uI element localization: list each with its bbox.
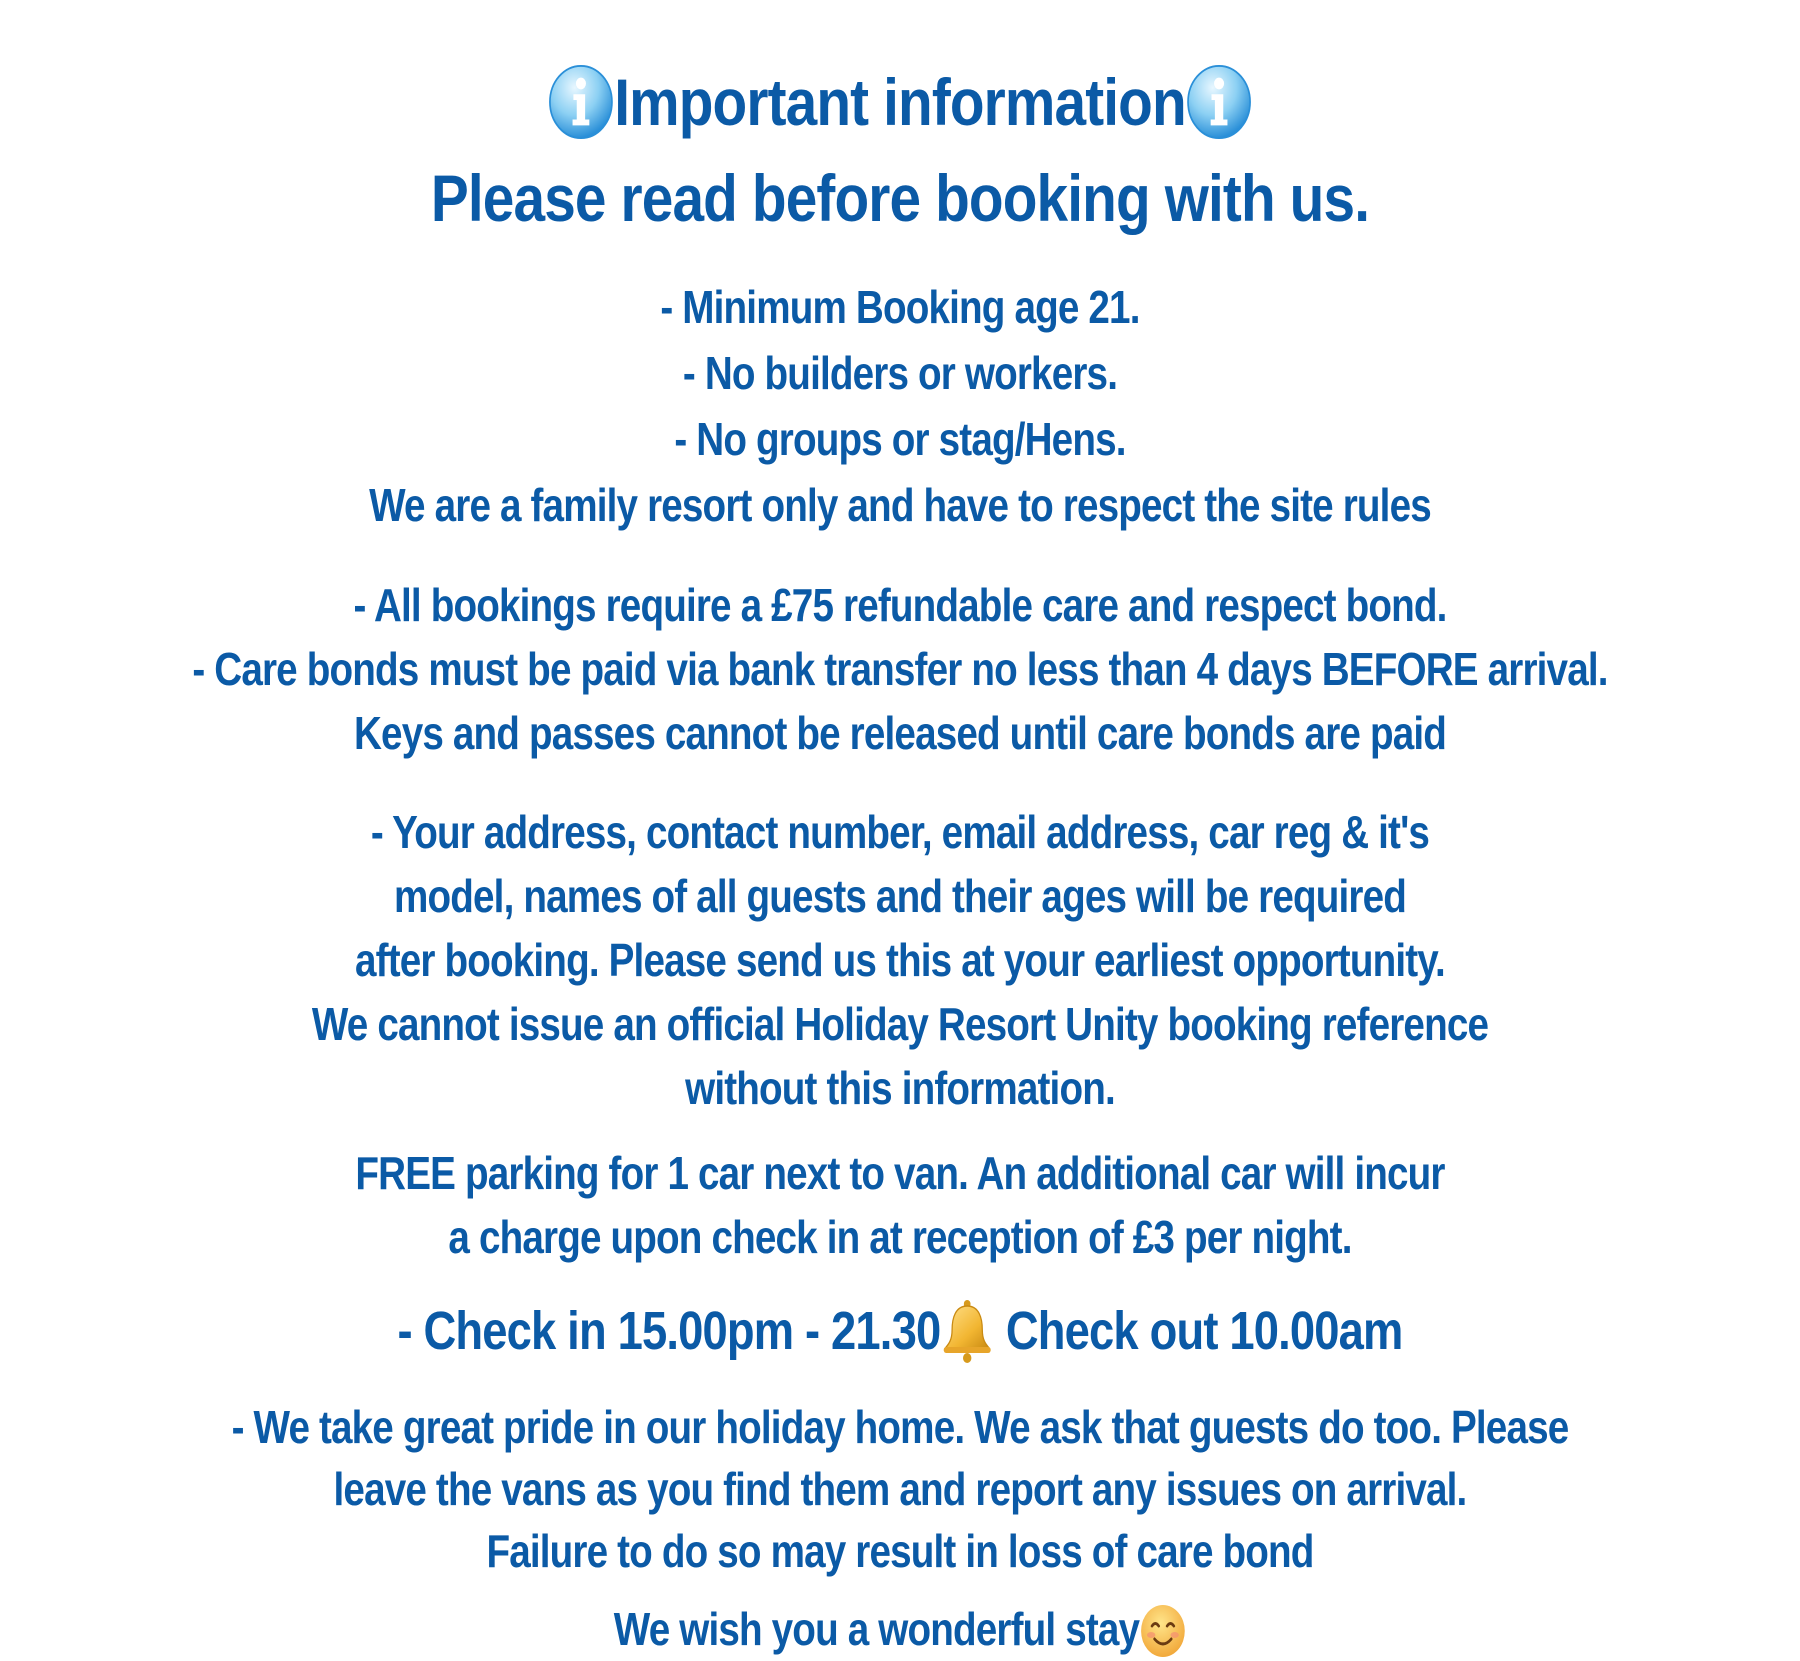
closing-text: We wish you a wonderful stay: [613, 1603, 1140, 1655]
restriction-line: - No builders or workers.: [682, 347, 1118, 399]
checkin-text: - Check in 15.00pm - 21.30: [397, 1301, 941, 1361]
info-icon: [547, 63, 614, 141]
restriction-line: - Minimum Booking age 21.: [660, 281, 1140, 333]
pride-line: - We take great pride in our holiday home. We ask that guests do too. Please: [231, 1401, 1569, 1453]
parking-line: FREE parking for 1 car next to van. An additional car will incur: [355, 1147, 1445, 1199]
pride-line: leave the vans as you find them and report any issues on arrival.: [333, 1463, 1467, 1515]
pride-line: Failure to do so may result in loss of care bond: [486, 1525, 1314, 1577]
header-title-row: [126, 64, 1674, 147]
checkin-row: [144, 1300, 1656, 1368]
bond-line: Keys and passes cannot be released until care bonds are paid: [353, 707, 1447, 759]
checkout-text: Check out 10.00am: [994, 1301, 1403, 1361]
page-subtitle: Please read before booking with us.: [430, 161, 1370, 235]
restriction-line: We are a family resort only and have to respect the site rules: [369, 479, 1431, 531]
restriction-line: - No groups or stag/Hens.: [674, 413, 1126, 465]
bell-icon: [940, 1298, 994, 1364]
details-line: - Your address, contact number, email address, car reg & it's: [370, 806, 1430, 858]
parking-line: a charge upon check in at reception of £3 per night.: [448, 1211, 1352, 1263]
closing-row: [144, 1602, 1656, 1661]
page-title: Important information: [614, 65, 1186, 139]
details-line: after booking. Please send us this at your earliest opportunity.: [355, 934, 1445, 986]
details-line: We cannot issue an official Holiday Resort Unity booking reference: [311, 998, 1489, 1050]
bond-line: - All bookings require a £75 refundable care and respect bond.: [353, 579, 1447, 631]
info-icon: [1186, 63, 1253, 141]
smiley-icon: [1139, 1603, 1186, 1659]
bond-line: - Care bonds must be paid via bank transfer no less than 4 days BEFORE arrival.: [192, 643, 1608, 695]
details-line: model, names of all guests and their ages will be required: [393, 870, 1407, 922]
details-line: without this information.: [685, 1062, 1115, 1114]
